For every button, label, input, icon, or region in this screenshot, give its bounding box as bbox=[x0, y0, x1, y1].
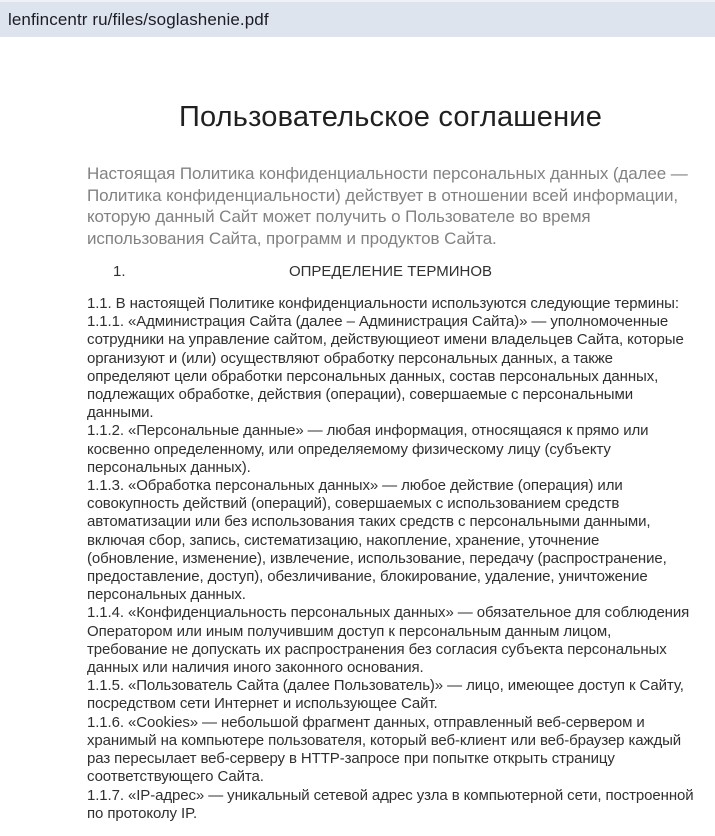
terms-paragraph: 1.1.1. «Администрация Сайта (далее – Администрация Сайта)» — уполномоченные сотрудники на управление сайтом, действующиеот имени владельцев Сайта, которые организуют и (или) осуществляют обработку персональных данных, а также определяют цели обработки персональных данных, состав персональных данных, подлежащих обработке, действия (операции), совершаемые с персональными данными. bbox=[87, 313, 684, 422]
terms-paragraph: 1.1.5. «Пользователь Сайта (далее Пользователь)» — лицо, имеющее доступ к Сайту, посредством сети Интернет и использующее Сайт. bbox=[87, 677, 684, 713]
pdf-content bbox=[87, 100, 694, 823]
url-bar[interactable] bbox=[0, 0, 715, 37]
section-heading-row bbox=[87, 263, 694, 281]
section-title: ОПРЕДЕЛЕНИЕ ТЕРМИНОВ bbox=[288, 262, 493, 280]
url-text[interactable]: lenfincentr ru/files/soglashenie.pdf bbox=[8, 9, 269, 29]
terms-paragraph: 1.1. В настоящей Политике конфиденциальности используются следующие термины: bbox=[87, 295, 679, 313]
document-title: Пользовательское соглашение bbox=[178, 101, 603, 133]
terms-paragraph: 1.1.2. «Персональные данные» — любая информация, относящаяся к прямо или косвенно определенному, или определяемому физическому лицу (субъекту персональных данных). bbox=[87, 422, 649, 476]
terms-list bbox=[87, 295, 694, 823]
terms-paragraph: 1.1.6. «Cookies» — небольшой фрагмент данных, отправленный веб-сервером и хранимый на компьютере пользователя, который веб-клиент или веб-браузер каждый раз пересылает веб-серверу в HTTP-запросе при попытке открыть страницу соответствующего Сайта. bbox=[87, 713, 682, 786]
section-number: 1. bbox=[113, 262, 126, 280]
terms-paragraph: 1.1.3. «Обработка персональных данных» — любое действие (операция) или совокупность действий (операций), совершаемых с использованием средств автоматизации или без использования таких средств с персональными данными, включая сбор, запись, систематизацию, накопление, хранение, уточнение (обновление, изменение), извлечение, использование, передачу (распространение, предоставление, доступ), обезличивание, блокирование, удаление, уничтожение персональных данных. bbox=[87, 477, 667, 604]
pdf-page bbox=[0, 100, 715, 823]
intro-paragraph: Настоящая Политика конфиденциальности персональных данных (далее — Политика конфиденциальности) действует в отношении всей информации, которую данный Сайт может получить о Пользователе во время использования Сайта, программ и продуктов Сайта. bbox=[87, 164, 688, 249]
terms-paragraph: 1.1.4. «Конфиденциальность персональных данных» — обязательное для соблюдения Оператором или иным получившим доступ к персональным данным лицом, требование не допускать их распространения без согласия субъекта персональных данных или наличия иного законного основания. bbox=[87, 604, 690, 677]
terms-paragraph: 1.1.7. «IP-адрес» — уникальный сетевой адрес узла в компьютерной сети, построенной по протоколу IP. bbox=[87, 786, 694, 822]
